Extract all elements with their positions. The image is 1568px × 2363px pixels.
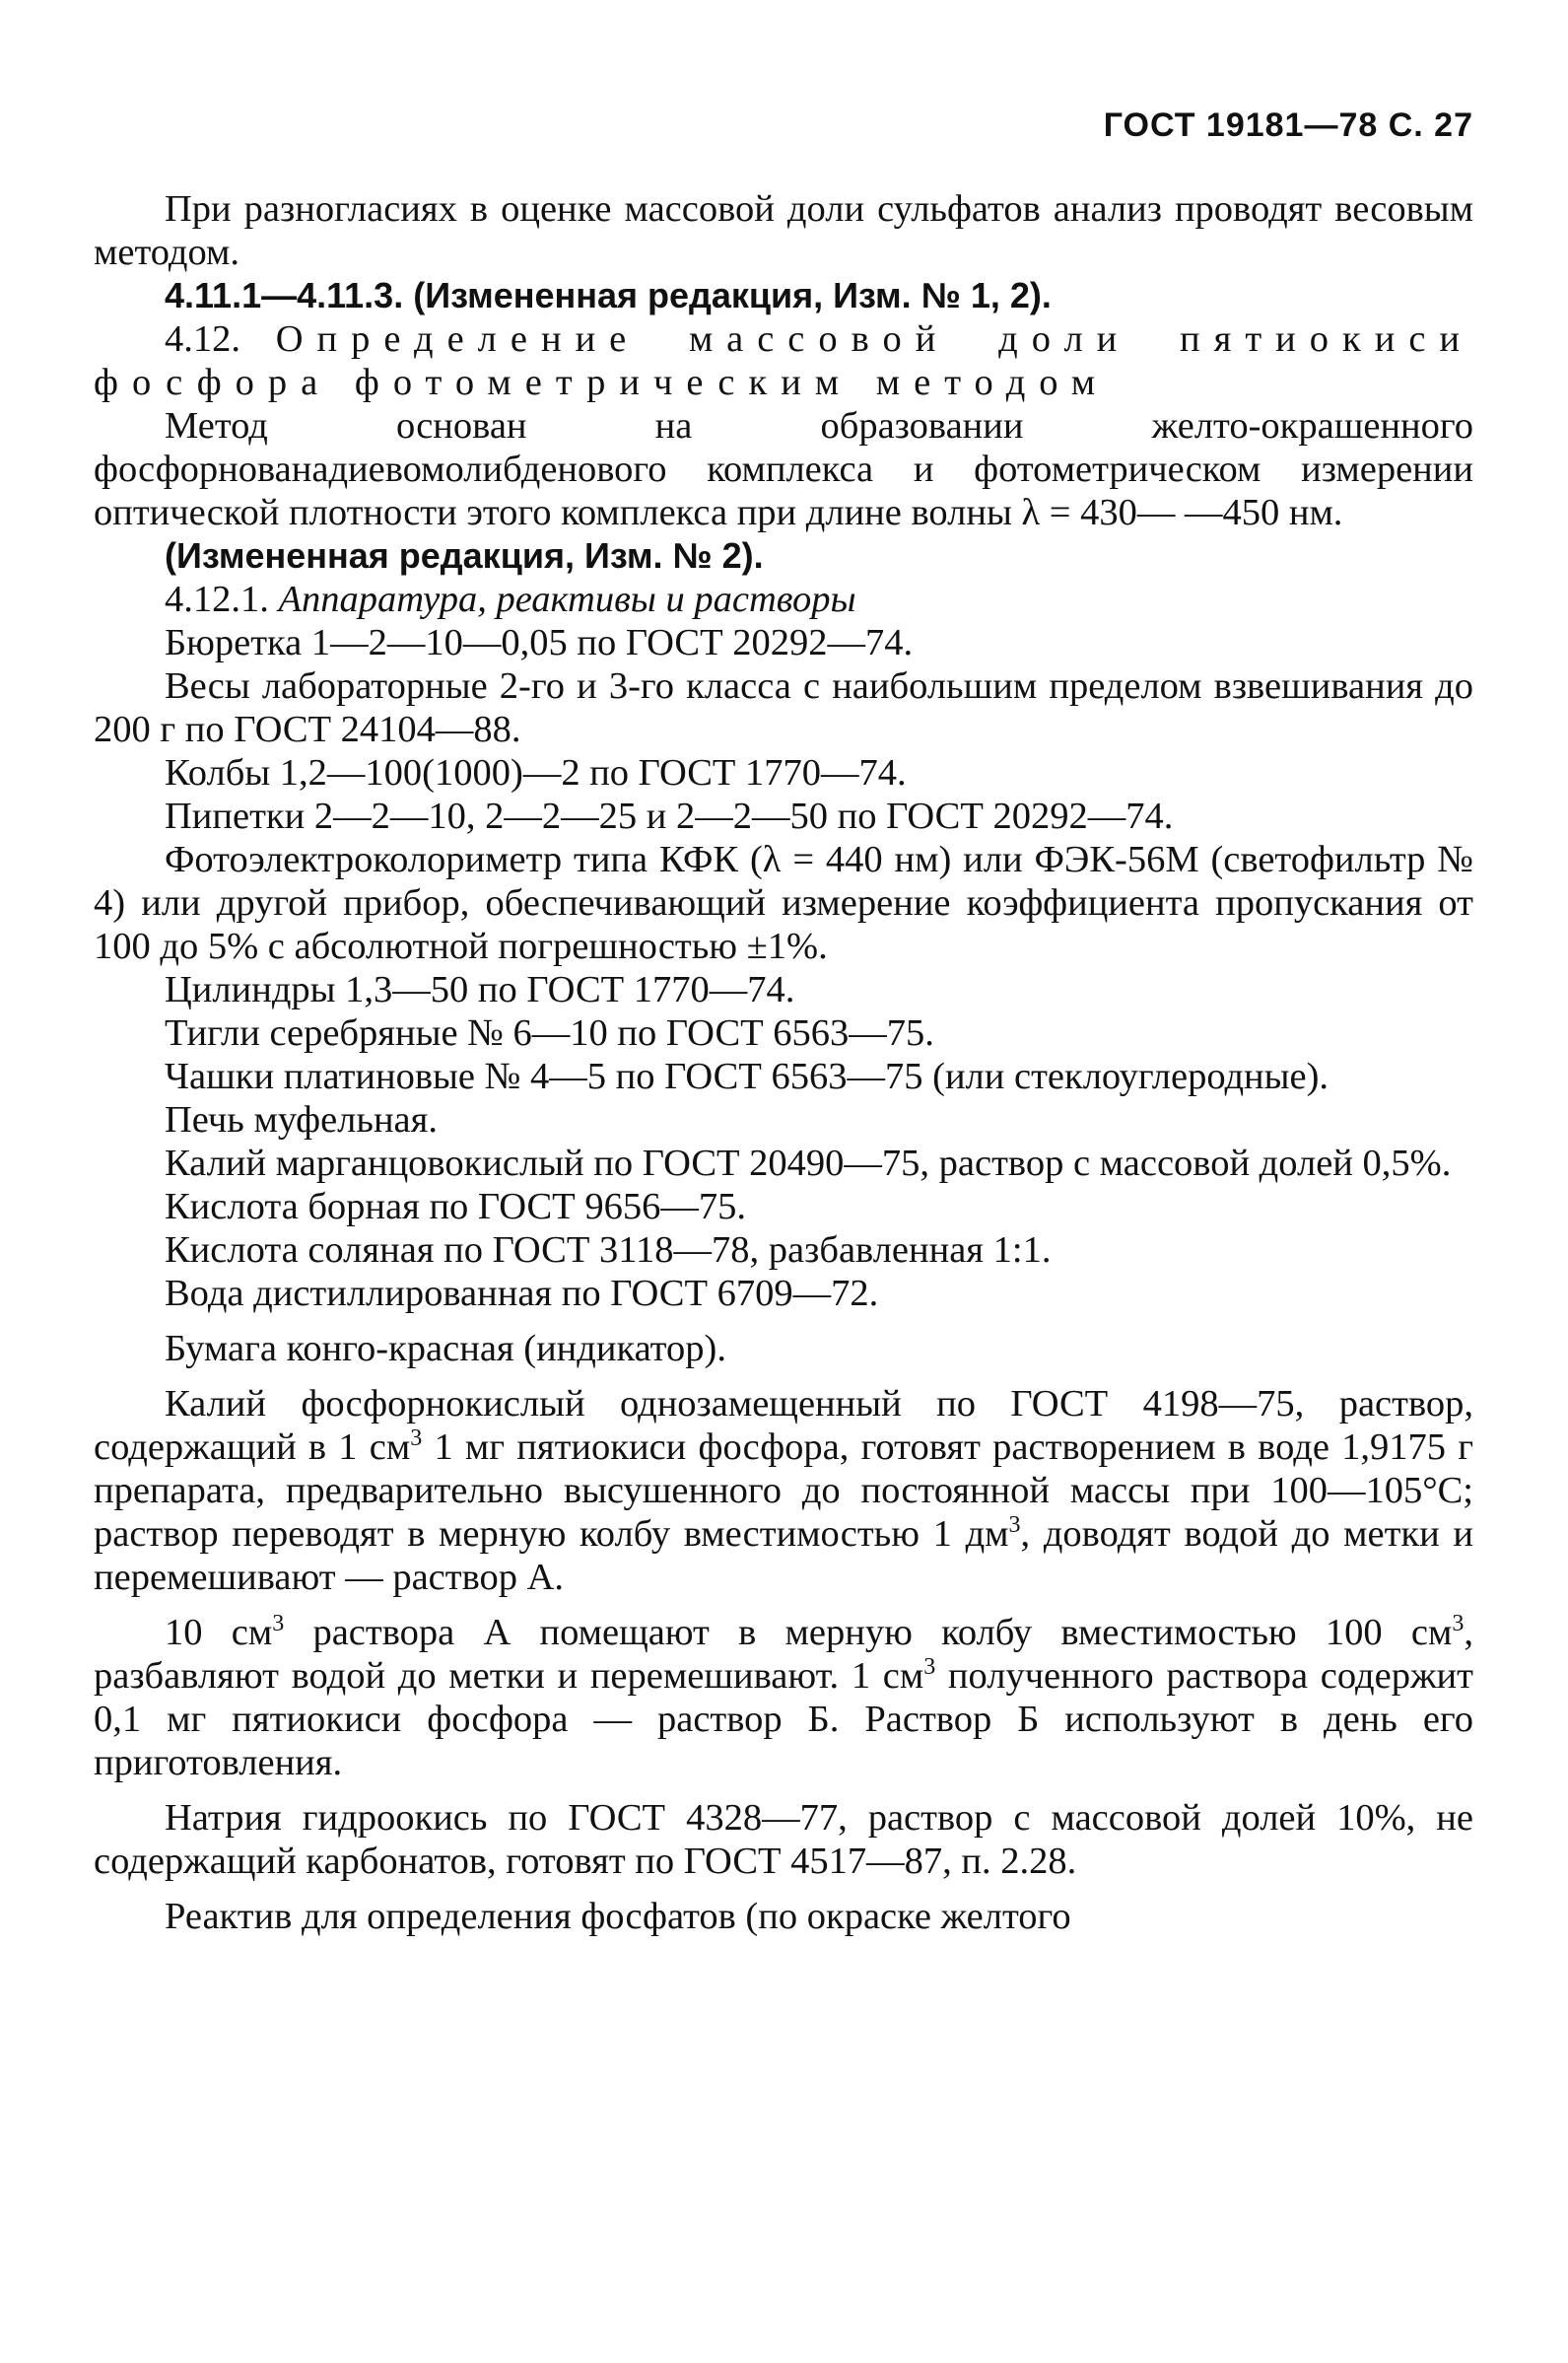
amendment-text: 4.11.1—4.11.3. (Измененная редакция, Изм. № 1, 2). [165,275,1052,315]
superscript: 3 [1008,1512,1021,1539]
text-segment: Калий фосфорнокислый однозамещенный по ГОСТ 4198—75, раствор, содержащий в 1 см [94,1383,1473,1468]
text-segment: 1 мг пятиокиси фосфора, готовят растворением в воде 1,9175 г препарата, предварительно высушенного до постоянной массы при 100—105°С; раствор переводят в мерную колбу вместимостью 1 дм [94,1426,1474,1555]
superscript: 3 [1452,1611,1465,1637]
item-congo-red-paper: Бумага конго-красная (индикатор). [165,1328,726,1369]
paragraph-method-basis: Метод основан на образовании желто-окрашенного фосфорнованадиевомолибденового комплекса и фотометрическом измерении оптической плотности этого комплекса при длине волны λ = 430— —450 нм. [94,405,1473,533]
document-page [94,0,1473,2363]
item-silver-crucibles: Тигли серебряные № 6—10 по ГОСТ 6563—75. [165,1012,934,1054]
item-scales: Весы лабораторные 2-го и 3-го класса с наибольшим пределом взвешивания до 200 г по ГОСТ 24104—88. [94,665,1473,750]
item-phosphate-reagent: Реактив для определения фосфатов (по окраске желтого [165,1896,1071,1937]
paragraph-sulfates-dispute: При разногласиях в оценке массовой доли сульфатов анализ проводят весовым методом. [94,188,1473,273]
item-pipettes: Пипетки 2—2—10, 2—2—25 и 2—2—50 по ГОСТ 20292—74. [165,796,1174,837]
page-header: ГОСТ 19181—78 С. 27 [1103,106,1473,144]
text-segment: , доводят водой до метки и перемешивают — раствор А. [94,1513,1473,1598]
subsection-number: 4.12.1. [165,579,269,620]
item-photocolorimeter: Фотоэлектроколориметр типа КФК (λ = 440 нм) или ФЭК-56М (светофильтр № 4) или другой прибор, обеспечивающий измерение коэффициента пропускания от 100 до 5% с абсолютной погрешностью ±1%. [94,839,1473,967]
item-sodium-hydroxide: Натрия гидроокись по ГОСТ 4328—77, раствор с массовой долей 10%, не содержащий карбонатов, готовят по ГОСТ 4517—87, п. 2.28. [94,1797,1473,1882]
superscript: 3 [272,1611,285,1637]
item-potassium-permanganate: Калий марганцовокислый по ГОСТ 20490—75, раствор с массовой долей 0,5%. [165,1143,1452,1184]
subsection-title: Аппаратура, реактивы и растворы [278,579,856,620]
text-segment: 10 см [165,1612,273,1653]
item-muffle-furnace: Печь муфельная. [165,1099,438,1141]
item-boric-acid: Кислота борная по ГОСТ 9656—75. [165,1186,746,1227]
item-burette: Бюретка 1—2—10—0,05 по ГОСТ 20292—74. [165,622,914,663]
document-body [94,187,1473,1938]
item-solution-b [94,1611,1473,1784]
section-title: Определение массовой доли пятиокиси фосфора фотометрическим методом [94,318,1474,403]
item-potassium-phosphate [94,1382,1473,1599]
section-heading-4-12 [94,317,1473,404]
text-segment: полученного раствора содержит 0,1 мг пятиокиси фосфора — раствор Б. Раствор Б используют в день его приготовления. [94,1655,1473,1783]
item-platinum-dishes: Чашки платиновые № 4—5 по ГОСТ 6563—75 (или стеклоуглеродные). [165,1056,1329,1097]
superscript: 3 [410,1425,423,1452]
section-number: 4.12. [165,318,240,360]
subsection-heading-4-12-1 [94,578,1473,621]
amendment-note-4-12 [94,534,1473,578]
text-segment: раствора А помещают в мерную колбу вместимостью 100 см [284,1612,1453,1653]
item-cylinders: Цилиндры 1,3—50 по ГОСТ 1770—74. [165,969,795,1010]
amendment-text: (Измененная редакция, Изм. № 2). [165,535,764,576]
superscript: 3 [923,1654,936,1681]
item-hydrochloric-acid: Кислота соляная по ГОСТ 3118—78, разбавленная 1:1. [165,1229,1052,1271]
item-distilled-water: Вода дистиллированная по ГОСТ 6709—72. [165,1273,879,1314]
item-flasks: Колбы 1,2—100(1000)—2 по ГОСТ 1770—74. [165,752,907,794]
amendment-note-4-11 [94,274,1473,317]
text-segment: , разбавляют водой до метки и перемешивают. 1 см [94,1612,1473,1697]
